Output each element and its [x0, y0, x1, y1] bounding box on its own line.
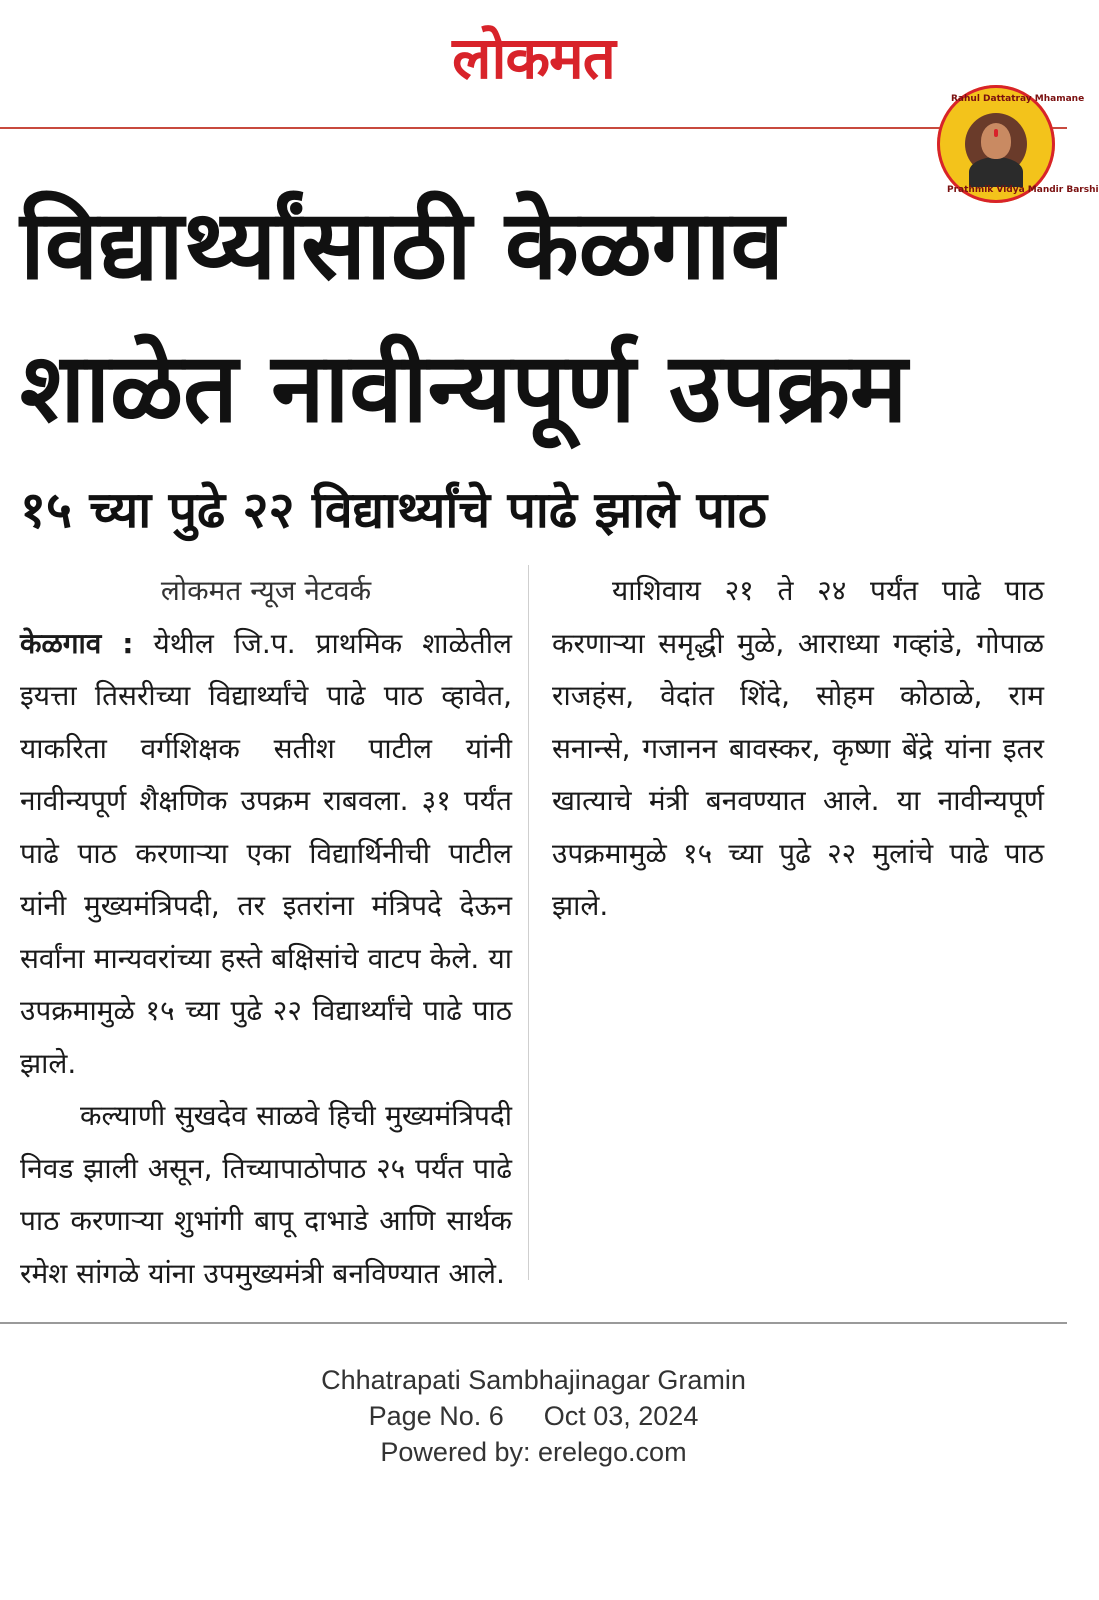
- newspaper-logo: लोकमत: [452, 24, 615, 92]
- article-column-right: [552, 565, 1044, 933]
- paragraph-1-text: येथील जि.प. प्राथमिक शाळेतील इयत्ता तिसरीच्या विद्यार्थ्यांचे पाढे पाठ व्हावेत, याकरिता वर्गशिक्षक सतीश पाटील यांनी नावीन्यपूर्ण शैक्षणिक उपक्रम राबवला. ३१ पर्यंत पाढे पाठ करणाऱ्या एका विद्यार्थिनीची पाटील यांनी मुख्यमंत्रिपदी, तर इतरांना मंत्रिपदे देऊन सर्वांना मान्यवरांच्या हस्ते बक्षिसांचे वाटप केले. या उपक्रमामुळे १५ च्या पुढे २२ विद्यार्थ्यांचे पाढे पाठ झाले.: [20, 626, 512, 1080]
- masthead: [0, 18, 1067, 98]
- portrait-photo-icon: [965, 113, 1027, 175]
- powered-by: Powered by: erelego.com: [380, 1437, 687, 1467]
- headline-line-1: विद्यार्थ्यांसाठी केळगाव: [20, 189, 784, 301]
- article-paragraph-1: [20, 618, 512, 1091]
- badge-school: Prathmik Vidya Mandir Barshi: [947, 185, 1099, 195]
- article-paragraph-3: [552, 565, 1044, 933]
- headline-line-2: शाळेत नावीन्यपूर्ण उपक्रम: [20, 332, 908, 444]
- dateline: केळगाव :: [20, 626, 134, 660]
- masthead-rule: [0, 127, 1067, 129]
- article-column-left: [20, 565, 512, 1300]
- article-paragraph-2-start: [20, 1090, 512, 1300]
- footer: [0, 1362, 1067, 1470]
- page-date-line: [0, 1398, 1067, 1434]
- page-number: Page No. 6: [368, 1401, 504, 1431]
- paragraph-3-text: याशिवाय २१ ते २४ पर्यंत पाढे पाठ करणाऱ्या समृद्धी मुळे, आराध्या गव्हांडे, गोपाळ राजहंस, वेदांत शिंदे, सोहम कोठाळे, राम सनान्से, गजानन बावस्कर, कृष्णा बेंद्रे यांना इतर खात्याचे मंत्री बनवण्यात आले. या नावीन्यपूर्ण उपक्रमामुळे १५ च्या पुढे २२ मुलांचे पाढे पाठ झाले.: [552, 574, 1044, 922]
- edition-name: Chhatrapati Sambhajinagar Gramin: [321, 1365, 746, 1395]
- paragraph-2-text: कल्याणी सुखदेव साळवे हिची मुख्यमंत्रिपदी निवड झाली असून, तिच्यापाठोपाठ २५ पर्यंत पाढे पाठ करणाऱ्या शुभांगी बापू दाभाडे आणि सार्थक रमेश सांगळे यांना उपमुख्यमंत्री बनविण्यात आले.: [20, 1099, 512, 1290]
- publish-date: Oct 03, 2024: [543, 1401, 699, 1431]
- footer-rule: [0, 1322, 1067, 1324]
- byline: लोकमत न्यूज नेटवर्क: [160, 574, 372, 607]
- badge-name: Rahul Dattatray Mhamane: [951, 94, 1085, 104]
- subheadline: १५ च्या पुढे २२ विद्यार्थ्यांचे पाढे झाले पाठ: [20, 481, 767, 539]
- column-divider: [528, 565, 529, 1280]
